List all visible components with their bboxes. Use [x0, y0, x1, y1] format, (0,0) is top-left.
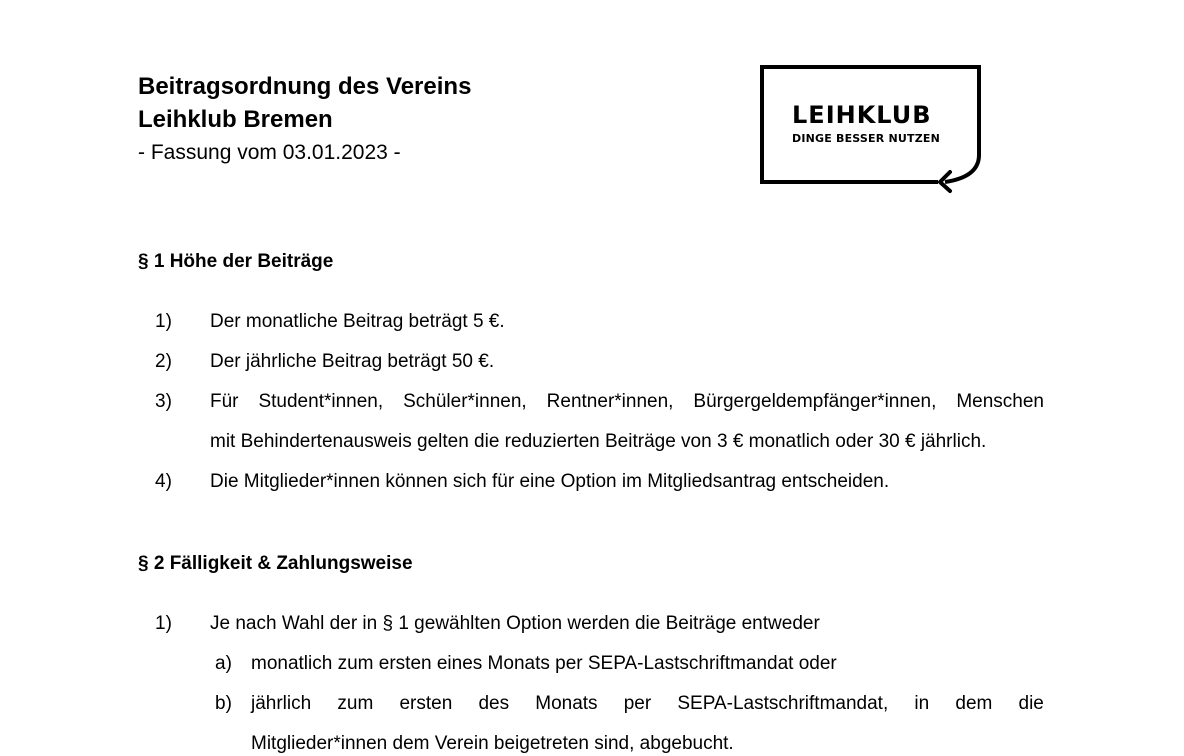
word: Für — [210, 391, 239, 412]
section-2-subitem-b-letter: b) — [215, 693, 232, 714]
logo-wordmark: LEIHKLUB — [792, 101, 932, 129]
word: Bürgergeldempfänger*innen, — [693, 391, 937, 412]
logo-tagline: DINGE BESSER NUTZEN — [792, 132, 941, 145]
document-title-line-2: Leihklub Bremen — [138, 106, 333, 133]
word: in — [914, 693, 930, 714]
section-1-item-4-text: Die Mitglieder*innen können sich für eine Option im Mitgliedsantrag entscheiden. — [210, 471, 890, 492]
section-1-item-3-number: 3) — [155, 391, 172, 412]
section-1-item-2-number: 2) — [155, 351, 172, 372]
word: des — [478, 693, 510, 714]
section-2-subitem-a-letter: a) — [215, 653, 232, 674]
section-2-subitem-b-line-2: Mitglieder*innen dem Verein beigetreten sind, abgebucht. — [251, 733, 734, 754]
section-1-item-3-line-2: mit Behindertenausweis gelten die reduzierten Beiträge von 3 € monatlich oder 30 € jährlich. — [210, 431, 987, 452]
word: Rentner*innen, — [546, 391, 674, 412]
word: die — [1018, 693, 1044, 714]
section-1-item-2-text: Der jährliche Beitrag beträgt 50 €. — [210, 351, 495, 372]
section-2-item-1-number: 1) — [155, 613, 172, 634]
section-2-subitem-b-line-1 — [251, 692, 1044, 716]
document-version-subtitle: - Fassung vom 03.01.2023 - — [138, 141, 401, 164]
section-1-heading: § 1 Höhe der Beiträge — [138, 251, 334, 272]
section-2-heading: § 2 Fälligkeit & Zahlungsweise — [138, 553, 413, 574]
section-2-subitem-a-text: monatlich zum ersten eines Monats per SEPA-Lastschriftmandat oder — [251, 653, 837, 674]
word: zum — [337, 693, 374, 714]
word: Menschen — [956, 391, 1044, 412]
document-title-line-1: Beitragsordnung des Vereins — [138, 73, 472, 100]
word: dem — [955, 693, 993, 714]
word: Student*innen, — [258, 391, 384, 412]
section-1-item-1-text: Der monatliche Beitrag beträgt 5 €. — [210, 311, 505, 332]
word: jährlich — [251, 693, 312, 714]
section-1-item-3-line-1 — [210, 390, 1044, 414]
section-2-item-1-text: Je nach Wahl der in § 1 gewählten Option werden die Beiträge entweder — [210, 613, 820, 634]
word: Monats — [535, 693, 598, 714]
word: Schüler*innen, — [403, 391, 527, 412]
section-1-item-1-number: 1) — [155, 311, 172, 332]
section-1-item-4-number: 4) — [155, 471, 172, 492]
word: SEPA-Lastschriftmandat, — [677, 693, 889, 714]
word: ersten — [399, 693, 453, 714]
word: per — [623, 693, 652, 714]
